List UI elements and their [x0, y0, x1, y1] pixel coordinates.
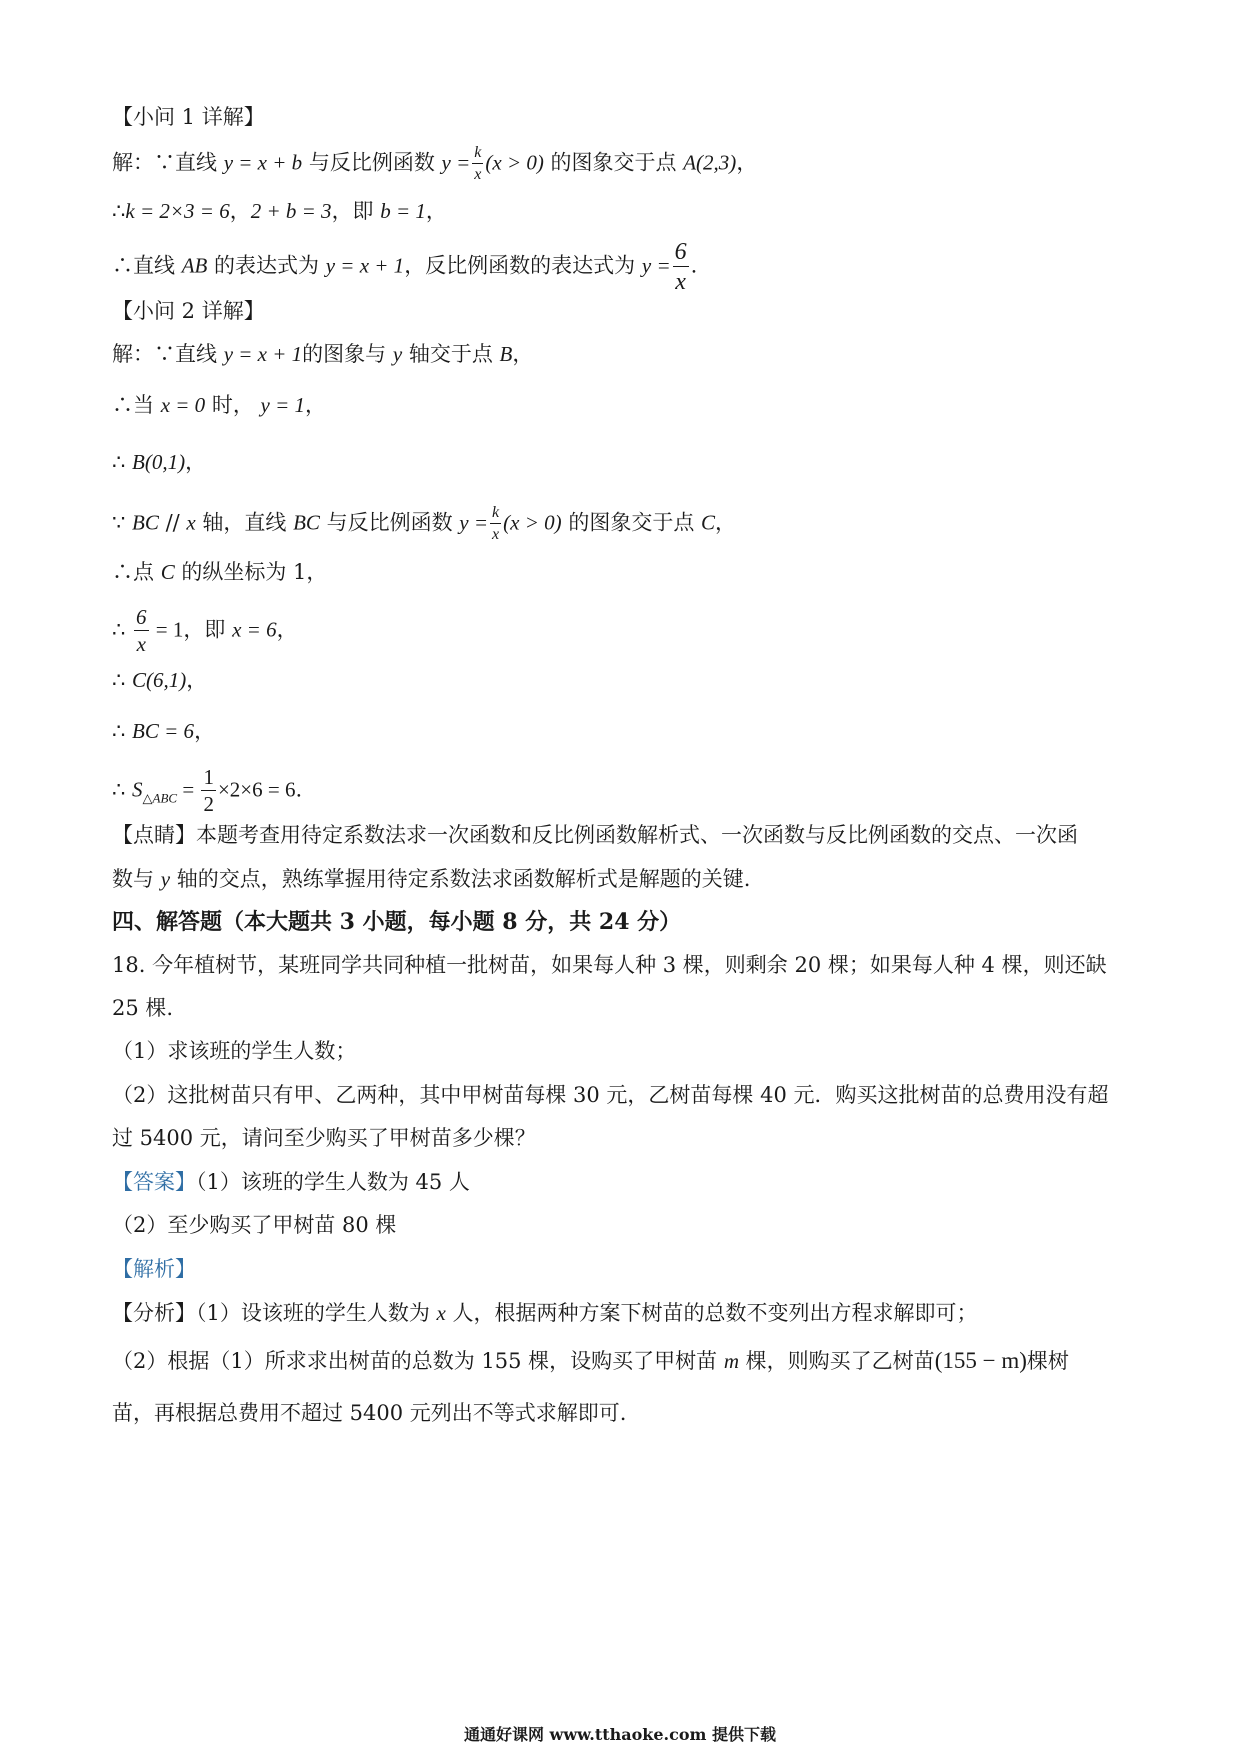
fraction-k-over-x-2: $\frac{k}{x}$: [492, 504, 500, 543]
answer-tag: 【答案】: [112, 1170, 196, 1194]
part2-line9: ∴ $S_{\triangle ABC}$ = $\frac{1}{2}$ ×2×6 = 6.: [112, 765, 303, 816]
analysis-line2: （2）根据（1）所求求出树苗的总数为 155 棵，设购买了甲树苗 m 棵，则购买了乙树苗(155 − m)棵树: [112, 1348, 1069, 1373]
q18-part2-line2: 过 5400 元，请问至少购买了甲树苗多少棵？: [112, 1126, 536, 1150]
q18-line1: 18. 今年植树节，某班同学共同种植一批树苗，如果每人种 3 棵，则剩余 20 棵；如果每人种 4 棵，则还缺: [112, 953, 1107, 977]
part2-line6: ∴ $\frac{6}{x}$ = 1，即 x = 6，: [112, 605, 298, 656]
analysis-tag: 【解析】: [112, 1257, 196, 1281]
fraction-6-over-x: $\frac{6}{x}$: [674, 239, 687, 295]
q18-part1: （1）求该班的学生人数；: [112, 1039, 357, 1063]
comment-line1: 【点睛】本题考查用待定系数法求一次函数和反比例函数解析式、一次函数与反比例函数的交点、一次函: [112, 823, 1078, 847]
fraction-k-over-x: $\frac{k}{x}$: [474, 144, 482, 183]
part2-line3: ∴ B(0,1)，: [112, 450, 207, 474]
part2-heading: 【小问 2 详解】: [112, 299, 265, 323]
part2-line2: ∴当 x = 0 时， y = 1，: [112, 393, 327, 417]
part2-line7: ∴ C(6,1)，: [112, 668, 208, 692]
part1-line1: 解：∵直线 y = x + b 与反比例函数 y = $\frac{k}{x}$ (x > 0) 的图象交于点 A(2,3)，: [112, 144, 758, 183]
fraction-1-over-2: $\frac{1}{2}$: [203, 765, 214, 816]
part2-line5: ∴点 C 的纵坐标为 1，: [112, 560, 328, 584]
answer-line1: 【答案】（1）该班的学生人数为 45 人: [112, 1170, 470, 1194]
part2-line1: 解：∵直线 y = x + 1的图象与 y 轴交于点 B，: [112, 342, 534, 366]
section-heading: 四、解答题（本大题共 3 小题，每小题 8 分，共 24 分）: [112, 909, 682, 935]
part1-heading: 【小问 1 详解】: [112, 105, 265, 129]
part1-line3: ∴直线 AB 的表达式为 y = x + 1，反比例函数的表达式为 y = $\frac{6}{x}$ .: [112, 239, 698, 295]
q18-part2-line1: （2）这批树苗只有甲、乙两种，其中甲树苗每棵 30 元，乙树苗每棵 40 元．购买这批树苗的总费用没有超: [112, 1083, 1109, 1107]
comment-line2: 数与 y 轴的交点，熟练掌握用待定系数法求函数解析式是解题的关键.: [112, 867, 751, 891]
analysis-line3: 苗，再根据总费用不超过 5400 元列出不等式求解即可.: [112, 1401, 627, 1425]
q18-line2: 25 棵.: [112, 996, 174, 1020]
answer-line2: （2）至少购买了甲树苗 80 棵: [112, 1213, 397, 1237]
analysis-line1: 【分析】（1）设该班的学生人数为 x 人，根据两种方案下树苗的总数不变列出方程求解即可；: [112, 1301, 978, 1325]
part2-line8: ∴ BC = 6，: [112, 719, 216, 743]
page-footer: 通通好课网 www.tthaoke.com 提供下载: [463, 1725, 777, 1744]
part2-line4: ∵ BC // x 轴，直线 BC 与反比例函数 y = $\frac{k}{x}$ (x > 0) 的图象交于点 C，: [112, 504, 737, 543]
fraction-6-over-x-2: $\frac{6}{x}$: [136, 605, 147, 656]
part1-line2: ∴k = 2×3 = 6，2 + b = 3，即 b = 1，: [112, 199, 447, 223]
